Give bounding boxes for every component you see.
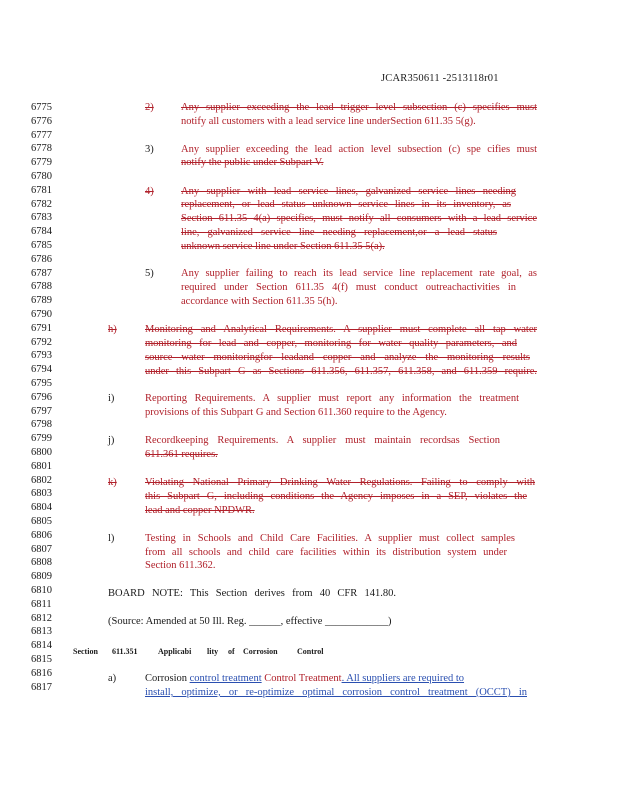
item-4-line-1: Any supplier with lead service lines, galvanized service lines needing <box>181 186 516 197</box>
item-4-line-3: Section 611.35 4(a) specifies, must notify all consumers with a lead service <box>181 213 537 224</box>
item-5-line-2: required under Section 611.35 4(f) must conduct outreachactivities in <box>181 282 516 293</box>
item-l-line-2: from all schools and child care facilities within its distribution system under <box>145 547 507 558</box>
item-5-line-3: accordance with Section 611.35 5(h). <box>181 296 338 307</box>
line-number: 6796 <box>31 391 52 403</box>
item-h-line-1: Monitoring and Analytical Requirements. A supplier must complete all tap water <box>145 324 537 335</box>
line-number: 6780 <box>31 171 52 182</box>
line-number: 6805 <box>31 516 52 527</box>
line-number: 6798 <box>31 419 52 431</box>
item-label-5: 5) <box>145 268 154 279</box>
line-number: 6799 <box>31 433 52 445</box>
line-number: 6791 <box>31 322 52 334</box>
line-number: 6813 <box>31 626 52 638</box>
section-title-word-5: Control <box>297 647 324 656</box>
item-label-k: k) <box>108 477 117 488</box>
item-a-insertion-2: . All suppliers are required to <box>341 673 465 684</box>
item-label-j: j) <box>108 435 115 446</box>
line-number: 6786 <box>31 253 52 265</box>
line-number: 6785 <box>31 240 52 251</box>
item-a-old-text: Control Treatment <box>261 673 342 684</box>
item-i-line-2: provisions of this Subpart G and Section 611.360 require to the Agency. <box>145 407 447 418</box>
item-l-line-1: Testing in Schools and Child Care Facilities. A supplier must collect samples <box>145 533 515 544</box>
item-l-line-3: Section 611.362. <box>145 560 216 571</box>
item-2-line-1: Any supplier exceeding the lead trigger level subsection (c) specifies must <box>181 102 537 113</box>
source-blank-reg: ______ <box>249 616 281 627</box>
item-h-line-3: source water monitoringfor leadand copper and analyze the monitoring results <box>145 352 530 363</box>
line-number: 6784 <box>31 226 52 238</box>
source-prefix: (Source: Amended at 50 Ill. Reg. <box>108 616 250 627</box>
item-4-line-4: line, galvanized service line needing replacement,or a lead status <box>181 227 497 238</box>
line-number: 6802 <box>31 474 52 486</box>
line-number: 6815 <box>31 654 52 665</box>
item-a-line-2: install, optimize, or re-optimize optimal corrosion control treatment (OCCT) in <box>145 687 527 698</box>
line-number: 6816 <box>31 667 52 679</box>
source-suffix: ) <box>388 616 392 627</box>
line-number: 6782 <box>31 198 52 210</box>
section-label: Section <box>73 647 98 656</box>
item-3-line-2: notify the public under Subpart V. <box>181 157 324 168</box>
line-number: 6807 <box>31 543 52 555</box>
line-number: 6803 <box>31 488 52 500</box>
line-number: 6809 <box>31 571 52 583</box>
item-k-line-2: this Subpart G, including conditions the Agency imposes in a SEP, violates the <box>145 491 527 502</box>
line-number: 6792 <box>31 336 52 348</box>
line-number: 6801 <box>31 460 52 472</box>
line-number: 6790 <box>31 309 52 320</box>
item-4-line-5: unknown service line under Section 611.35 5(a). <box>181 241 385 252</box>
item-k-line-3: lead and copper NPDWR. <box>145 505 255 516</box>
item-label-i: i) <box>108 393 115 404</box>
section-number: 611.351 <box>112 647 138 656</box>
item-3-line-1: Any supplier exceeding the lead action level subsection (c) spe cifies must <box>181 144 537 155</box>
item-i-line-1: Reporting Requirements. A supplier must report any information the treatment <box>145 393 519 404</box>
item-2-line-2: notify all customers with a lead service line underSection 611.35 5(g). <box>181 116 476 127</box>
section-title-word-2: lity <box>207 647 219 656</box>
item-h-line-4: under this Subpart G as Sections 611.356, 611.357, 611.358, and 611.359 require. <box>145 366 537 377</box>
item-k-line-1: Violating National Primary Drinking Water Regulations. Failing to comply with <box>145 477 535 488</box>
page-header: JCAR350611 -2513118r01 <box>381 73 499 84</box>
item-a-insertion-1: control treatment <box>189 673 262 684</box>
item-h-line-2: monitoring for lead and copper, monitoring for water quality parameters, and <box>145 338 517 349</box>
item-j-line-1: Recordkeeping Requirements. A supplier must maintain recordsas Section <box>145 435 500 446</box>
section-title-word-1: Applicabi <box>158 647 192 656</box>
line-number: 6797 <box>31 405 52 417</box>
line-number: 6793 <box>31 350 52 362</box>
line-number: 6812 <box>31 612 52 624</box>
line-number: 6806 <box>31 529 52 541</box>
line-number: 6804 <box>31 502 52 514</box>
line-number: 6800 <box>31 447 52 458</box>
item-label-l: l) <box>108 533 115 544</box>
item-label-a: a) <box>108 673 117 684</box>
line-number: 6811 <box>31 598 52 610</box>
item-j-line-2: 611.361 requires. <box>145 449 218 460</box>
line-number: 6783 <box>31 212 52 224</box>
line-number: 6776 <box>31 115 52 127</box>
section-title-word-4: Corrosion <box>243 647 278 656</box>
line-number: 6788 <box>31 281 52 293</box>
line-number: 6775 <box>31 102 52 113</box>
line-number: 6778 <box>31 143 52 155</box>
section-title-word-3: of <box>228 647 235 656</box>
line-number: 6808 <box>31 557 52 569</box>
item-label-2: 2) <box>145 102 154 113</box>
item-5-line-1: Any supplier failing to reach its lead service line replacement rate goal, as <box>181 268 537 279</box>
line-number: 6814 <box>31 640 52 652</box>
item-label-h: h) <box>108 324 117 335</box>
item-a-line-1 <box>145 673 464 685</box>
item-a-word-corrosion: Corrosion <box>145 673 190 684</box>
item-label-4: 4) <box>145 186 154 197</box>
source-note <box>108 616 392 628</box>
line-number: 6795 <box>31 378 52 389</box>
line-number: 6789 <box>31 295 52 307</box>
line-number: 6777 <box>31 129 52 141</box>
line-number: 6794 <box>31 364 52 376</box>
line-number: 6810 <box>31 585 52 596</box>
source-effective: , effective <box>280 616 326 627</box>
line-number: 6779 <box>31 157 52 169</box>
source-blank-date: ____________ <box>325 616 389 627</box>
line-number: 6817 <box>31 681 52 693</box>
board-note: BOARD NOTE: This Section derives from 40 CFR 141.80. <box>108 588 396 599</box>
line-number: 6787 <box>31 267 52 279</box>
item-4-line-2: replacement, or lead status unknown service lines in its inventory, as <box>181 199 511 210</box>
item-label-3: 3) <box>145 144 154 155</box>
line-number: 6781 <box>31 184 52 196</box>
